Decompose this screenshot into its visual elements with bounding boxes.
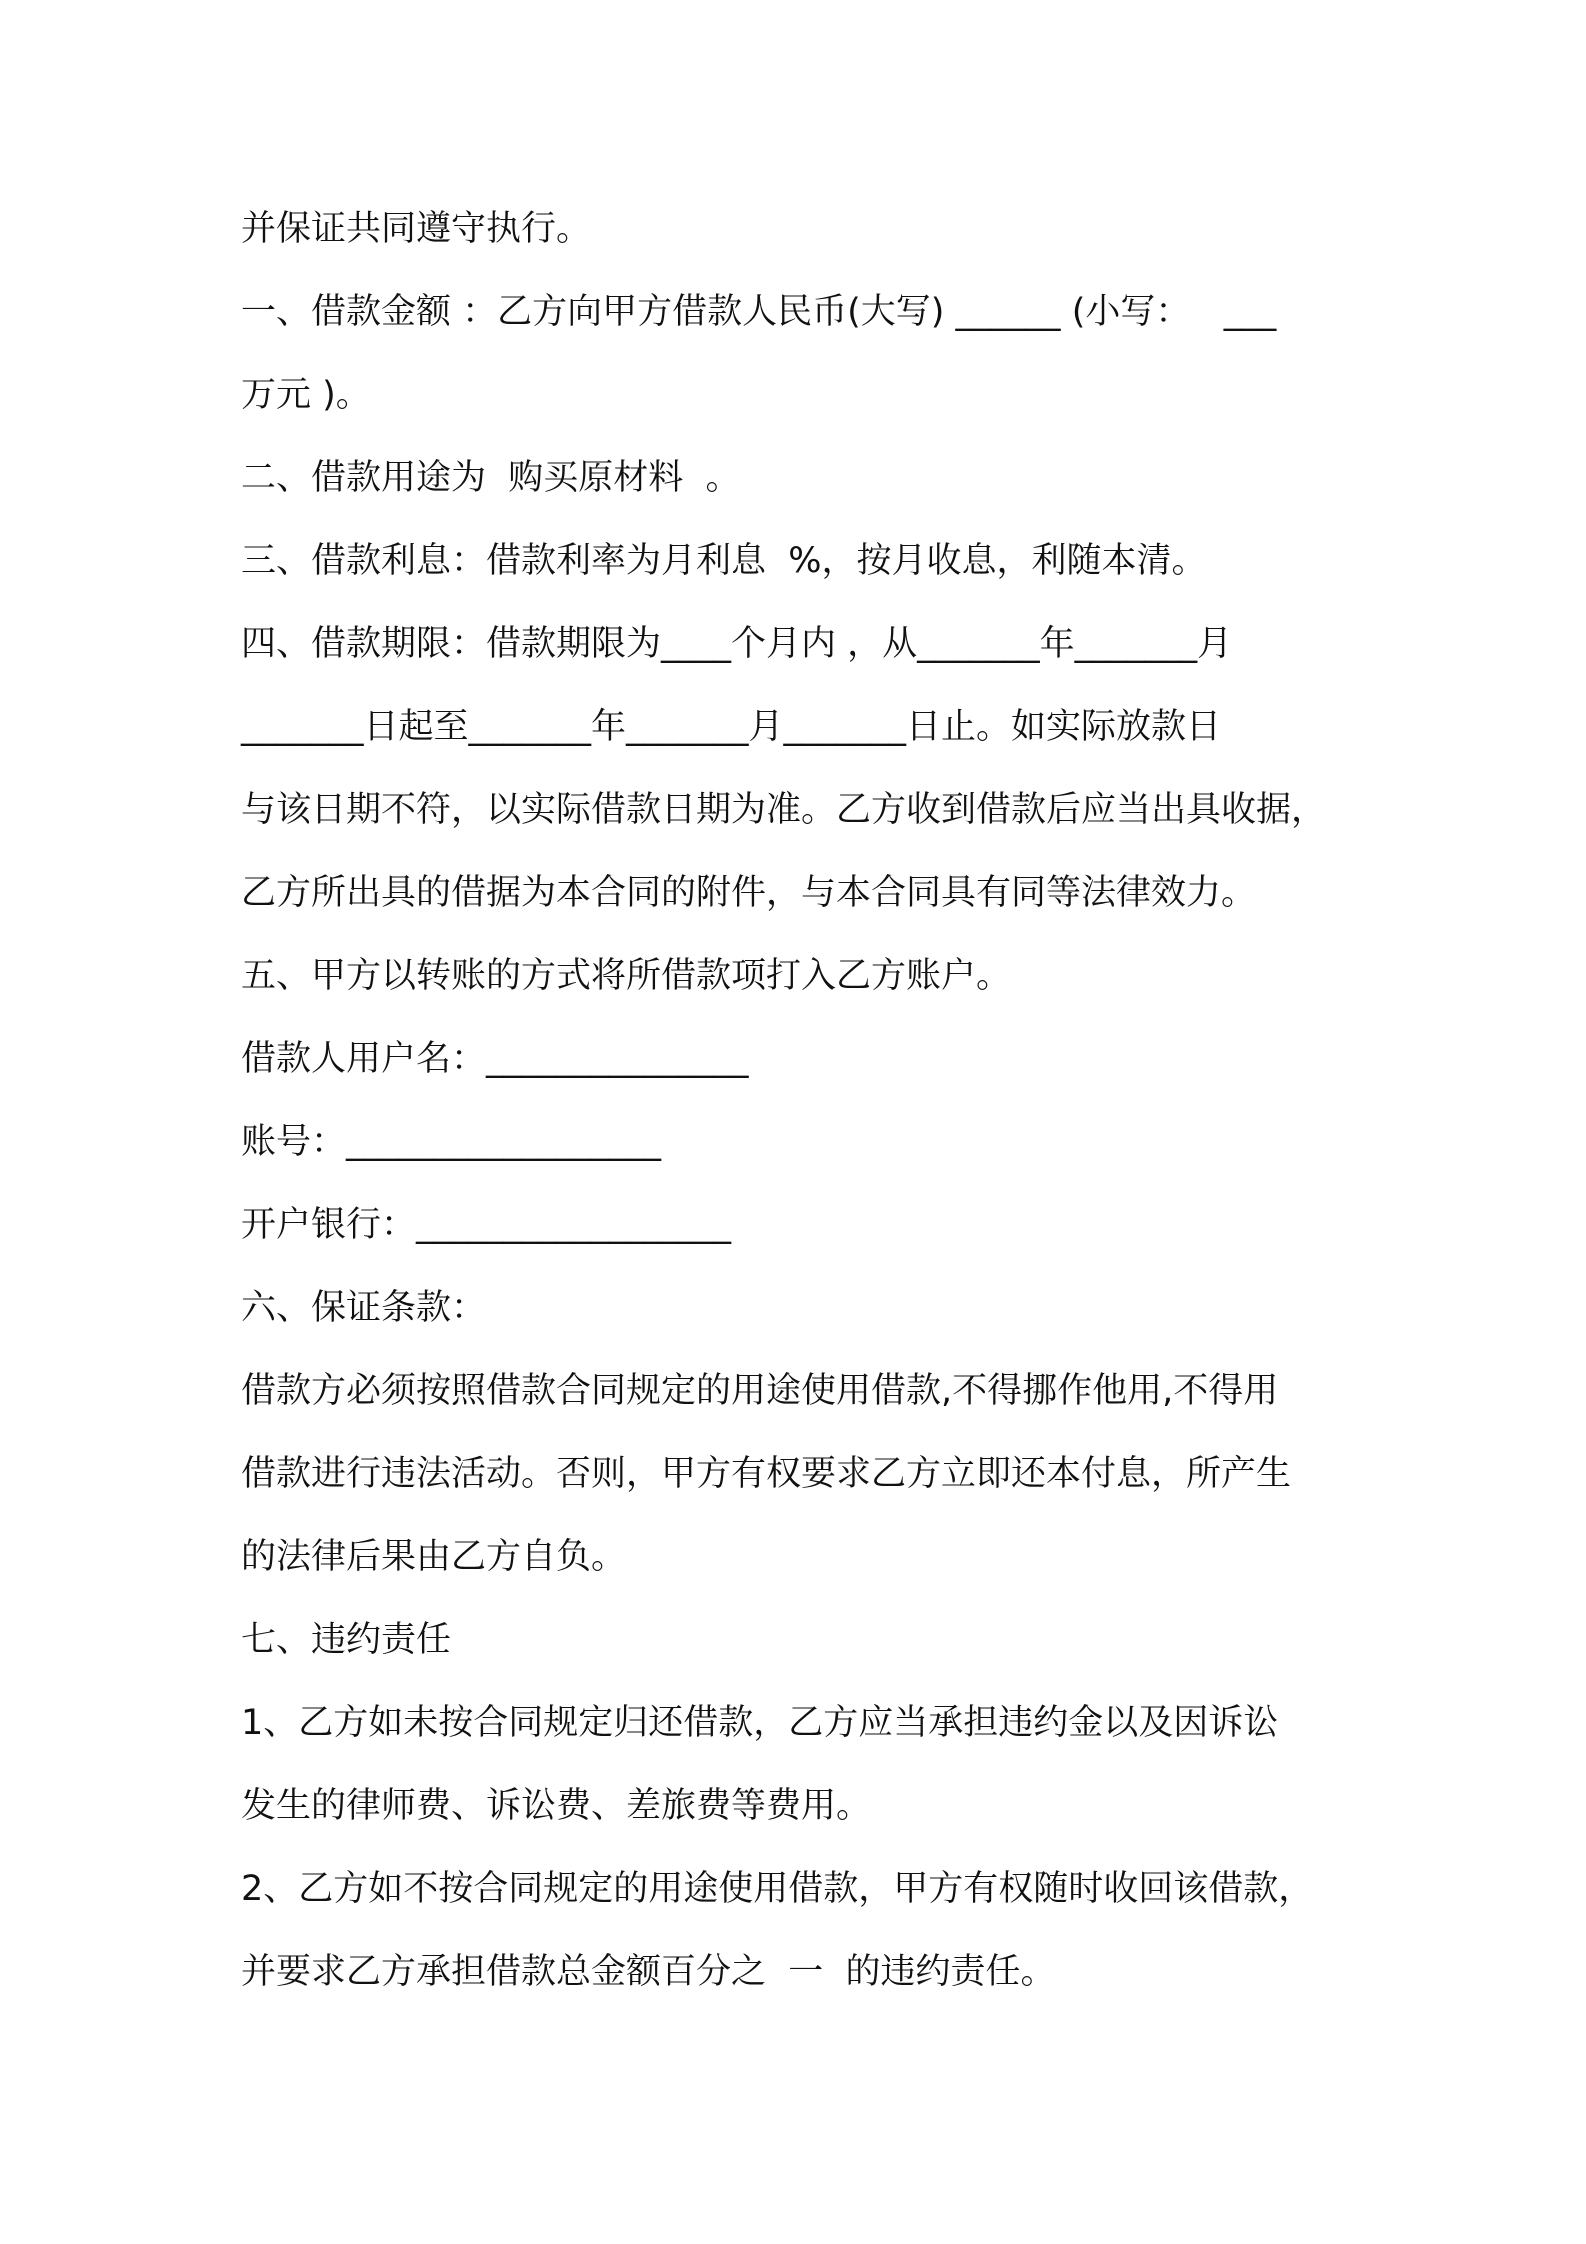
text-line-8: 与该日期不符，以实际借款日期为准。乙方收到借款后应当出具收据，: [241, 790, 1327, 830]
text-line-15: 借款方必须按照借款合同规定的用途使用借款,不得挪作他用,不得用: [241, 1371, 1279, 1411]
text-line-14-guarantee-heading: 六、保证条款：: [241, 1288, 487, 1328]
text-line-4-loan-purpose: 二、借款用途为 购买原材料 。: [241, 458, 741, 498]
text-line-10-transfer: 五、甲方以转账的方式将所借款项打入乙方账户。: [241, 956, 1012, 996]
text-line-13-bank: 开户银行：__________________: [241, 1205, 732, 1245]
text-line-19: 1、乙方如未按合同规定归还借款，乙方应当承担违约金以及因诉讼: [241, 1703, 1279, 1743]
document-body: [241, 204, 1361, 2030]
text-line-3: 万元 )。: [241, 375, 371, 415]
text-line-9: 乙方所出具的借据为本合同的附件，与本合同具有同等法律效力。: [241, 873, 1257, 913]
text-line-7: _______日起至_______年_______月_______日止。如实际放款日: [241, 707, 1222, 747]
text-line-18-breach-heading: 七、违约责任: [241, 1620, 452, 1660]
text-line-12-account-number: 账号：__________________: [241, 1122, 662, 1162]
text-line-16: 借款进行违法活动。否则，甲方有权要求乙方立即还本付息，所产生: [241, 1454, 1292, 1494]
text-line-11-account-name: 借款人用户名：_______________: [241, 1039, 749, 1079]
text-line-6-loan-term: 四、借款期限：借款期限为____个月内 ，从_______年_______月: [241, 624, 1233, 664]
text-line-22: 并要求乙方承担借款总金额百分之 一 的违约责任。: [241, 1952, 1056, 1992]
text-line-20: 发生的律师费、诉讼费、差旅费等费用。: [241, 1786, 872, 1826]
text-line-5-loan-interest: 三、借款利息：借款利率为月利息 %，按月收息，利随本清。: [241, 541, 1207, 581]
text-line-17: 的法律后果由乙方自负。: [241, 1537, 627, 1577]
text-line-1: 并保证共同遵守执行。: [241, 209, 592, 249]
text-line-2-loan-amount: 一、借款金额 ：乙方向甲方借款人民币(大写) ______ (小写： ___: [241, 292, 1277, 332]
text-line-21: 2、乙方如不按合同规定的用途使用借款，甲方有权随时收回该借款，: [241, 1869, 1314, 1909]
